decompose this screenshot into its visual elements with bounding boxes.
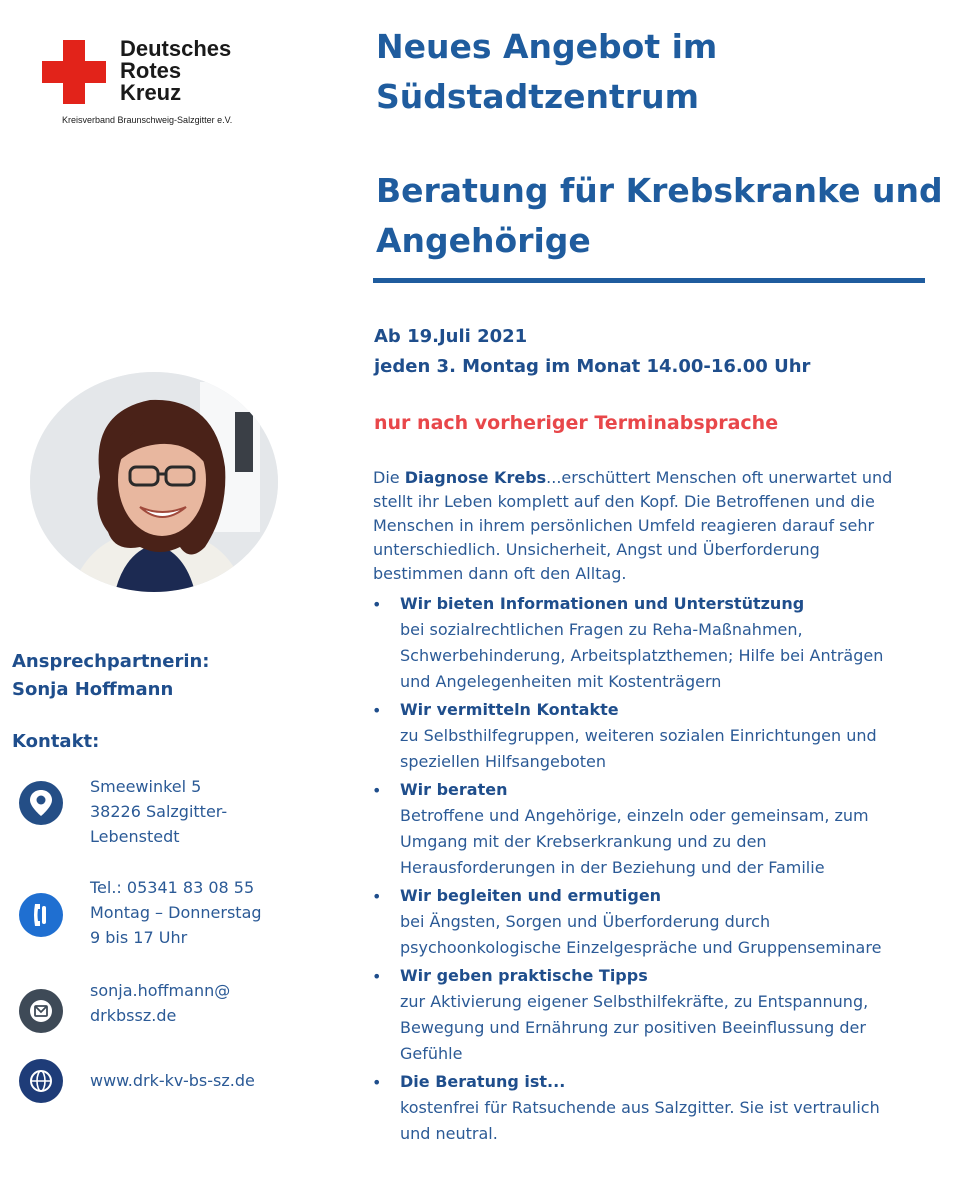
list-item: • Wir begleiten und ermutigen bei Ängsten, Sorgen und Überforderung durch psychoonkologische Einzelgespräche und Gruppenseminare [372,886,882,957]
schedule [374,322,810,382]
bullet-icon: • [372,781,382,800]
bullet-icon: • [372,887,382,906]
intro-highlight: Diagnose Krebs [404,468,547,487]
contact-person-name: Sonja Hoffmann [12,679,174,700]
drk-logo [40,38,290,133]
logo-wordmark: Deutsches Rotes Kreuz [120,36,232,105]
title-divider [373,278,925,283]
list-item: • Die Beratung ist... kostenfrei für Ratsuchende aus Salzgitter. Sie ist vertraulich und neutral. [372,1072,880,1143]
bullet-icon: • [372,1073,382,1092]
globe-icon [18,1058,64,1104]
contact-email[interactable]: sonja.hoffmann@ drkbssz.de [90,981,231,1025]
appointment-note: nur nach vorheriger Terminabsprache [374,412,779,434]
contact-phone: Tel.: 05341 83 08 55 Montag – Donnerstag 9 bis 17 Uhr [90,875,262,950]
intro-paragraph: Die Diagnose Krebs...erschüttert Menschen oft unerwartet und stellt ihr Leben komplett auf den Kopf. Die Betroffenen und die Menschen in ihrem persönlichen Umfeld reagieren darauf sehr unterschiedlich. Unsicherheit, Angst und Überforderung bestimmen dann oft den Alltag. [373,468,893,583]
location-pin-icon [18,780,64,826]
phone-icon [18,892,64,938]
bullet-icon: • [372,701,382,720]
bullet-icon: • [372,967,382,986]
contact-heading: Kontakt: [12,731,100,752]
services-list [370,591,950,1149]
email-icon [18,988,64,1034]
contact-portrait [30,372,278,592]
bullet-icon: • [372,595,382,614]
schedule-recurrence: jeden 3. Montag im Monat 14.00-16.00 Uhr [374,356,811,377]
list-item: • Wir beraten Betroffene und Angehörige, einzeln oder gemeinsam, zum Umgang mit der Krebserkrankung und zu den Herausforderungen in der Beziehung und der Familie [372,780,869,877]
contact-person-label: Ansprechpartnerin: [12,651,210,672]
portrait-image [30,372,278,592]
contact-website[interactable]: www.drk-kv-bs-sz.de [90,1071,255,1090]
contact-address: Smeewinkel 5 38226 Salzgitter- Lebenstedt [90,777,228,846]
phone-number[interactable]: Tel.: 05341 83 08 55 [90,878,255,897]
list-item: • Wir vermitteln Kontakte zu Selbsthilfegruppen, weiteren sozialen Einrichtungen und speziellen Hilfsangeboten [372,700,877,771]
page-subtitle: Beratung für Krebskranke und Angehörige [376,171,943,260]
list-item: • Wir bieten Informationen und Unterstützung bei sozialrechtlichen Fragen zu Reha-Maßnahmen, Schwerbehinderung, Arbeitsplatzthemen; Hilfe bei Anträgen und Angelegenheiten mit Kostenträgern [372,594,884,691]
list-item: • Wir geben praktische Tipps zur Aktivierung eigener Selbsthilfekräfte, zu Entspannung, Bewegung und Ernährung zur positiven Beeinflussung der Gefühle [372,966,869,1063]
red-cross-icon [42,40,106,104]
page-title: Neues Angebot im Südstadtzentrum [376,27,718,116]
logo-subtitle: Kreisverband Braunschweig-Salzgitter e.V. [62,115,233,125]
schedule-start: Ab 19.Juli 2021 [374,326,528,347]
